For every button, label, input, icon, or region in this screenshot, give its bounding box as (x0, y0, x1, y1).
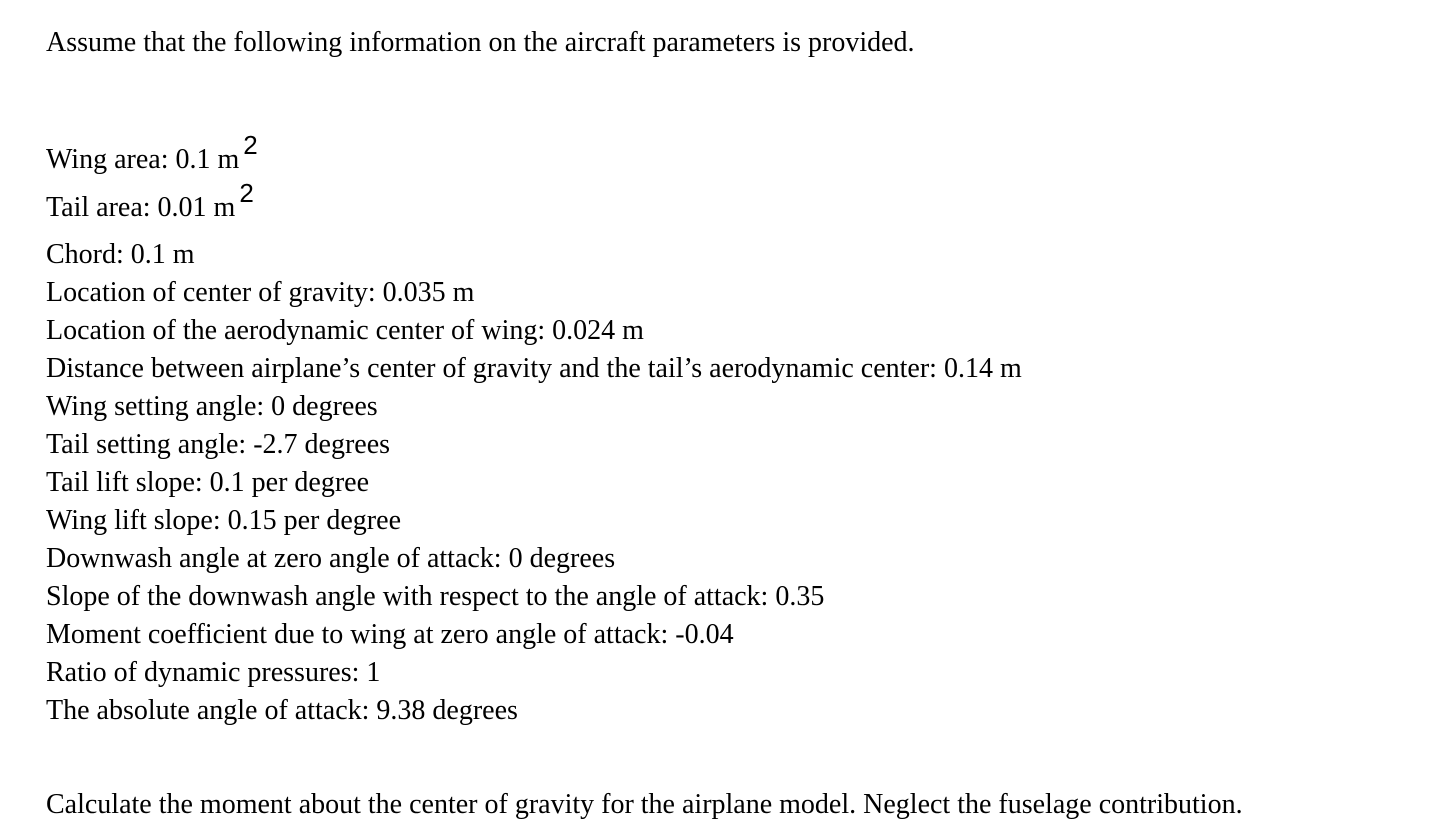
param-wing-setting-angle: Wing setting angle: 0 degrees (46, 391, 378, 422)
param-wing-area-exponent: 2 (243, 130, 258, 160)
param-downwash-zero-aoa: Downwash angle at zero angle of attack: 0 degrees (46, 543, 616, 574)
param-cg-location: Location of center of gravity: 0.035 m (46, 277, 475, 308)
parameter-list (46, 130, 1426, 730)
param-wing-area-label: Wing area: 0.1 m (46, 144, 240, 175)
param-cg-tail-distance: Distance between airplane’s center of gravity and the tail’s aerodynamic center: 0.14 m (46, 353, 1022, 384)
param-tail-area-label: Tail area: 0.01 m (46, 192, 236, 223)
question-text: Calculate the moment about the center of gravity for the airplane model. Neglect the fuselage contribution. (46, 789, 1243, 820)
param-wing-lift-slope: Wing lift slope: 0.15 per degree (46, 505, 401, 536)
param-wing-moment-coefficient: Moment coefficient due to wing at zero angle of attack: -0.04 (46, 619, 734, 650)
param-dynamic-pressure-ratio: Ratio of dynamic pressures: 1 (46, 657, 381, 688)
param-tail-area-exponent: 2 (239, 178, 254, 208)
param-tail-setting-angle: Tail setting angle: -2.7 degrees (46, 429, 391, 460)
param-wing-ac-location: Location of the aerodynamic center of wing: 0.024 m (46, 315, 644, 346)
intro-text: Assume that the following information on the aircraft parameters is provided. (46, 27, 915, 58)
param-absolute-aoa: The absolute angle of attack: 9.38 degrees (46, 695, 518, 726)
param-tail-area (46, 178, 1426, 236)
param-chord: Chord: 0.1 m (46, 239, 195, 270)
param-tail-lift-slope: Tail lift slope: 0.1 per degree (46, 467, 370, 498)
param-downwash-slope: Slope of the downwash angle with respect to the angle of attack: 0.35 (46, 581, 825, 612)
